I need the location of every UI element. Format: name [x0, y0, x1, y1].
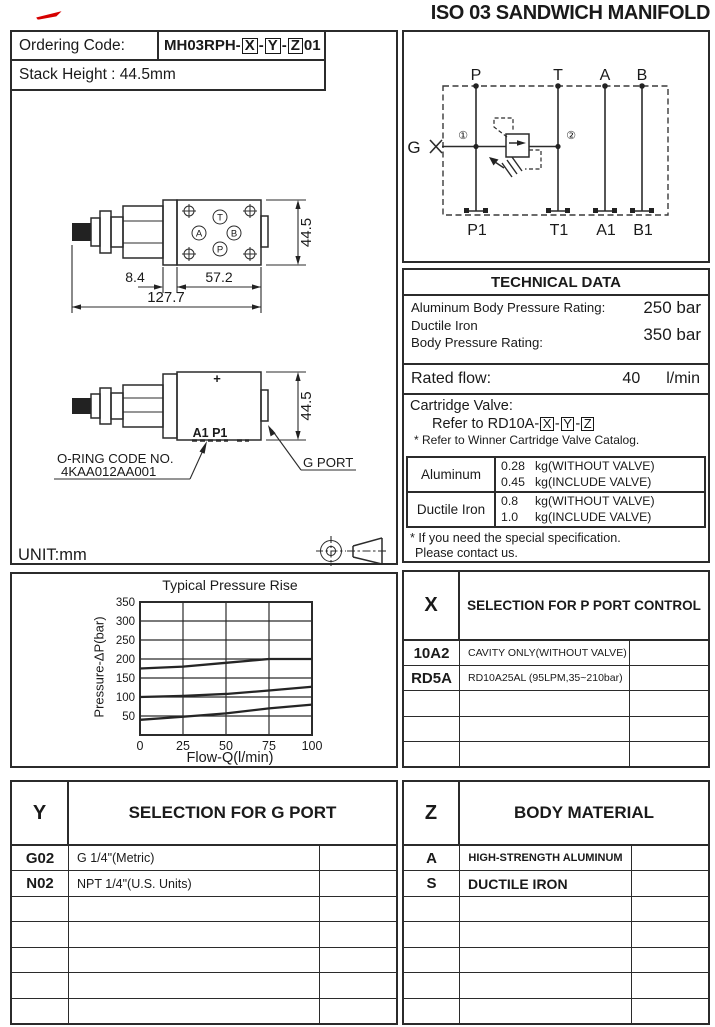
- schematic-port-a: A: [599, 67, 611, 84]
- row-extra-cell: [632, 999, 708, 1023]
- port-b-label: B: [230, 228, 238, 240]
- schematic-node-2: ②: [566, 130, 576, 142]
- rated-flow-row: [404, 363, 708, 393]
- a1-p1-label: A1 P1: [192, 426, 228, 440]
- row-extra-cell: [320, 973, 396, 997]
- y-tick-label: 100: [115, 692, 135, 704]
- weight-material: Aluminum: [408, 458, 496, 491]
- y-selection-table: [10, 780, 398, 1025]
- row-desc: HIGH-STRENGTH ALUMINUM: [460, 846, 632, 870]
- row-desc: [69, 897, 320, 921]
- schematic-port-b: B: [636, 67, 648, 84]
- row-extra-cell: [630, 691, 708, 715]
- row-extra-cell: [632, 846, 708, 870]
- dim-44-5-side: [266, 372, 315, 440]
- row-extra-cell: [632, 948, 708, 972]
- row-code: 10A2: [404, 641, 460, 665]
- table-row: [404, 948, 708, 973]
- weight-material: Ductile Iron: [408, 493, 496, 526]
- row-code: G02: [12, 846, 69, 870]
- hex-nut-side: [123, 385, 163, 427]
- g-port-callout: [268, 425, 356, 470]
- schematic-port-p1: P1: [467, 222, 487, 239]
- x-tick-label: 100: [301, 739, 323, 753]
- row-code: [404, 897, 460, 921]
- schematic-g-label: G: [407, 138, 421, 157]
- brand-logo-mark: [36, 11, 62, 20]
- row-desc: G 1/4"(Metric): [69, 846, 320, 870]
- x-selection-table: [402, 570, 710, 768]
- dim-127-7-text: 127.7: [147, 289, 185, 306]
- y-tick-label: 150: [115, 673, 135, 685]
- row-code: [12, 973, 69, 997]
- dim-57-2-text: 57.2: [205, 269, 233, 285]
- dim-8-4-text: 8.4: [125, 269, 145, 285]
- row-extra-cell: [320, 922, 396, 946]
- row-desc: [460, 897, 632, 921]
- x-tick-label: 25: [176, 739, 190, 753]
- row-desc: [460, 922, 632, 946]
- cartridge-z-box: Z: [581, 417, 594, 431]
- row-desc: [460, 691, 630, 715]
- table-row: [404, 897, 708, 922]
- schematic-port-a1: A1: [596, 222, 616, 239]
- cartridge-line2: Refer to RD10A- X - Y - Z: [410, 415, 702, 433]
- weight-table: [406, 456, 706, 528]
- z-table-header: [404, 782, 708, 846]
- table-row: [404, 666, 708, 691]
- valve-side-view: [18, 371, 388, 566]
- rated-flow-value: 40: [622, 369, 641, 387]
- aluminum-pressure-value: 250 bar: [643, 298, 701, 317]
- code-dash2: -: [281, 37, 287, 54]
- row-extra-cell: [630, 666, 708, 690]
- code-prefix: MH03RPH-: [164, 37, 241, 54]
- row-extra-cell: [632, 973, 708, 997]
- x-table-header: [404, 572, 708, 641]
- g-port-boss-side: [261, 390, 268, 421]
- table-row: [404, 742, 708, 766]
- x-tick-label: 75: [262, 739, 276, 753]
- table-row: [12, 922, 396, 947]
- y-tick-label: 250: [115, 635, 135, 647]
- row-extra-cell: [320, 871, 396, 895]
- row-code: S: [404, 871, 460, 895]
- row-code: [12, 922, 69, 946]
- row-desc: [460, 742, 630, 766]
- weight-row-aluminum: [408, 458, 704, 493]
- row-extra-cell: [320, 948, 396, 972]
- schematic-port-t: T: [553, 67, 563, 84]
- g-port-label: G PORT: [303, 455, 354, 470]
- pressure-rise-chart: [10, 572, 398, 768]
- dim-44-5-top-text: 44.5: [298, 217, 315, 248]
- y-tick-label: 300: [115, 616, 135, 628]
- row-code: [12, 999, 69, 1023]
- aluminum-pressure-label: Aluminum Body Pressure Rating:: [411, 299, 606, 315]
- code-suffix: 01: [303, 37, 321, 54]
- chart-title: Typical Pressure Rise: [162, 577, 298, 593]
- rated-flow-label: Rated flow:: [411, 369, 492, 387]
- x-tick-label: 50: [219, 739, 233, 753]
- schematic-port-p: P: [470, 67, 482, 84]
- row-extra-cell: [632, 922, 708, 946]
- table-row: [404, 846, 708, 871]
- hex-nut: [123, 206, 163, 258]
- row-extra-cell: [630, 717, 708, 741]
- dim-44-5-top: [266, 200, 315, 265]
- table-row: [12, 871, 396, 896]
- cartridge-y-box: Y: [561, 417, 575, 431]
- ductile-pressure-value: 350 bar: [643, 324, 701, 344]
- flange: [163, 200, 177, 265]
- ductile-pressure-label: Ductile Iron Body Pressure Rating:: [411, 318, 543, 350]
- z-table-key: Z: [404, 782, 460, 844]
- z-body-material-table: [402, 780, 710, 1025]
- g-port-boss: [261, 216, 268, 247]
- hydraulic-schematic: [402, 30, 710, 263]
- cartridge-valve-block: [404, 393, 708, 456]
- row-desc: CAVITY ONLY(WITHOUT VALVE): [460, 641, 630, 665]
- code-x-box: X: [242, 38, 258, 54]
- row-code: [404, 742, 460, 766]
- special-spec-footnote: * If you need the special specification. Please contact us.: [410, 530, 621, 560]
- row-code: [404, 691, 460, 715]
- pressure-ratings: [404, 296, 708, 363]
- schematic-node-1: ①: [458, 130, 468, 142]
- row-extra-cell: [320, 897, 396, 921]
- port-a-label: A: [195, 228, 203, 240]
- row-desc: [69, 922, 320, 946]
- cartridge-note: * Refer to Winner Cartridge Valve Catalog.: [414, 433, 640, 448]
- cartridge-line1: Cartridge Valve:: [410, 397, 513, 414]
- table-row: [404, 973, 708, 998]
- table-row: [12, 897, 396, 922]
- x-tick-label: 0: [136, 739, 144, 753]
- row-extra-cell: [630, 641, 708, 665]
- y-table-title: SELECTION FOR G PORT: [128, 803, 337, 822]
- oring-label: O-RING CODE NO.: [57, 451, 174, 466]
- row-desc: [460, 717, 630, 741]
- unit-note: UNIT:mm: [18, 546, 87, 564]
- rated-flow-unit: l/min: [666, 369, 700, 387]
- weight-row-ductile: [408, 493, 704, 526]
- x-table-key: X: [404, 572, 460, 639]
- valve-technical-drawing: [10, 30, 398, 565]
- row-desc: DUCTILE IRON: [460, 871, 632, 895]
- oring-code: 4KAA012AA001: [61, 464, 157, 479]
- dims-horizontal: [72, 245, 261, 313]
- row-code: [12, 948, 69, 972]
- plus-mark: +: [213, 371, 221, 386]
- relief-valve-symbol: [489, 118, 541, 177]
- table-row: [404, 691, 708, 716]
- cartridge-x-box: X: [540, 417, 554, 431]
- code-z-box: Z: [288, 38, 303, 54]
- y-table-header: [12, 782, 396, 846]
- row-code: RD5A: [404, 666, 460, 690]
- row-code: [12, 897, 69, 921]
- y-tick-label: 350: [115, 597, 135, 609]
- table-row: [12, 846, 396, 871]
- technical-data-panel: [402, 268, 710, 563]
- code-dash1: -: [258, 37, 264, 54]
- row-desc: [460, 948, 632, 972]
- row-desc: [69, 999, 320, 1023]
- row-desc: [69, 973, 320, 997]
- table-row: [12, 999, 396, 1023]
- code-y-box: Y: [265, 38, 281, 54]
- adjust-screw-tip-side: [72, 398, 91, 414]
- table-row: [404, 641, 708, 666]
- row-code: A: [404, 846, 460, 870]
- ordering-code-label: Ordering Code:: [12, 32, 159, 59]
- adjust-screw-tip: [72, 223, 91, 241]
- row-desc: RD10A25AL (95LPM,35~210bar): [460, 666, 630, 690]
- schematic-port-t1: T1: [549, 222, 569, 239]
- valve-top-view: [72, 200, 315, 313]
- row-code: [404, 717, 460, 741]
- stack-height-label: Stack Height : 44.5mm: [19, 66, 176, 83]
- row-desc: [460, 973, 632, 997]
- table-row: [404, 717, 708, 742]
- oring-callout: [54, 441, 207, 479]
- y-tick-label: 200: [115, 654, 135, 666]
- row-extra-cell: [632, 897, 708, 921]
- y-table-key: Y: [12, 782, 69, 844]
- table-row: [12, 973, 396, 998]
- row-code: [404, 948, 460, 972]
- table-row: [404, 922, 708, 947]
- dim-44-5-side-text: 44.5: [298, 391, 315, 421]
- port-t-label: T: [217, 212, 223, 224]
- row-extra-cell: [320, 846, 396, 870]
- projection-symbol: [316, 536, 388, 566]
- row-extra-cell: [630, 742, 708, 766]
- schematic-port-b1: B1: [633, 222, 653, 239]
- table-row: [404, 999, 708, 1023]
- x-table-title: SELECTION FOR P PORT CONTROL: [467, 598, 701, 613]
- port-letters: [192, 210, 241, 256]
- y-tick-label: 50: [122, 711, 135, 723]
- row-code: [404, 999, 460, 1023]
- row-code: [404, 973, 460, 997]
- table-row: [12, 948, 396, 973]
- port-p-label: P: [216, 244, 224, 256]
- row-desc: NPT 1/4"(U.S. Units): [69, 871, 320, 895]
- row-code: [404, 922, 460, 946]
- page-title: ISO 03 SANDWICH MANIFOLD: [430, 2, 710, 24]
- row-code: N02: [12, 871, 69, 895]
- technical-data-title: TECHNICAL DATA: [404, 270, 708, 296]
- row-desc: [69, 948, 320, 972]
- table-row: [404, 871, 708, 896]
- row-desc: [460, 999, 632, 1023]
- row-extra-cell: [632, 871, 708, 895]
- row-extra-cell: [320, 999, 396, 1023]
- chart-x-axis-label: Flow-Q(l/min): [186, 750, 274, 766]
- chart-y-axis-label: Pressure-ΔP(bar): [91, 616, 107, 718]
- z-table-title: BODY MATERIAL: [513, 803, 655, 822]
- weight-values: 0.28 kg(WITHOUT VALVE) 0.45 kg(INCLUDE VALVE): [501, 458, 655, 489]
- weight-values: 0.8 kg(WITHOUT VALVE) 1.0 kg(INCLUDE VALVE): [501, 493, 655, 524]
